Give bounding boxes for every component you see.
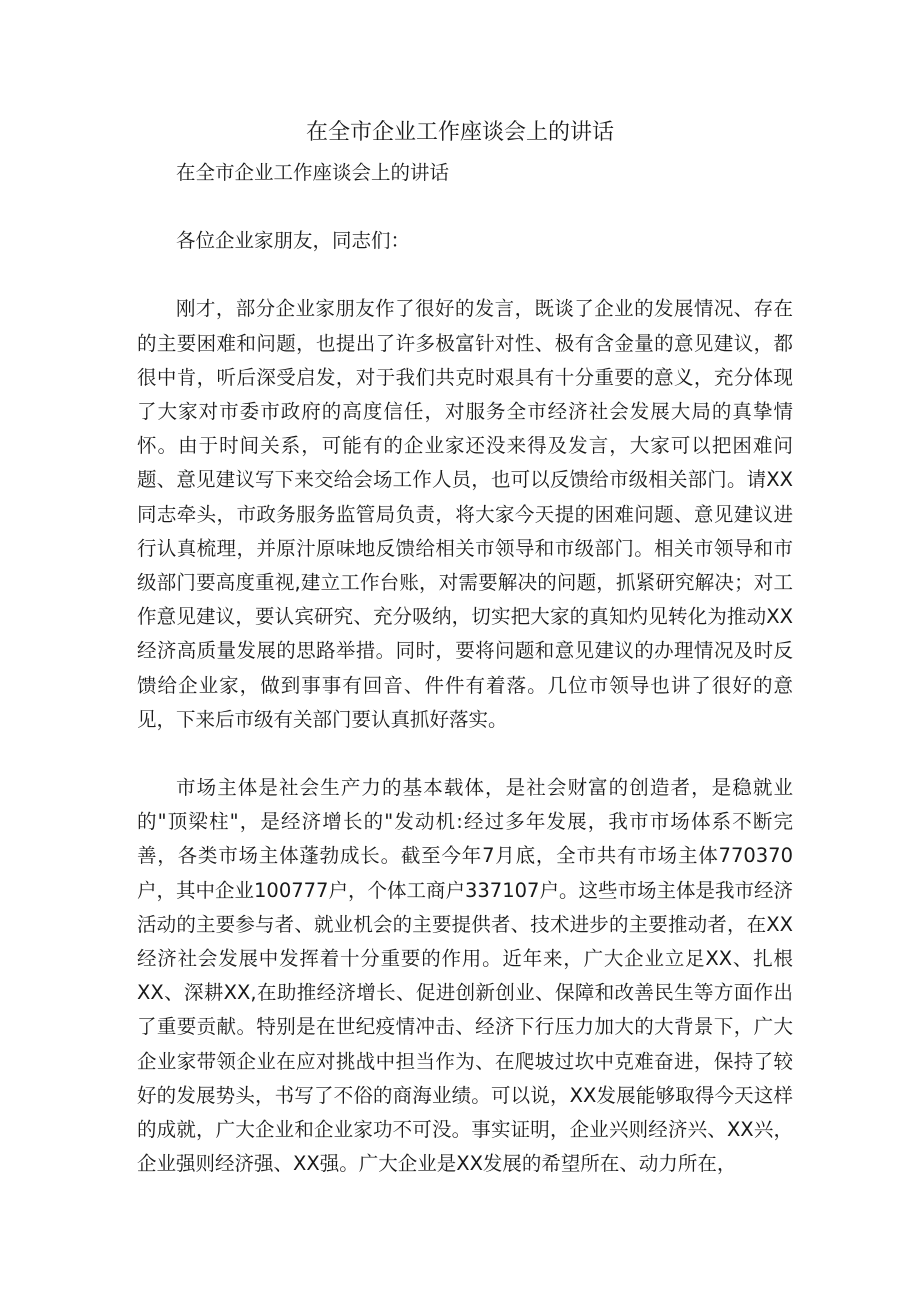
document-subtitle: 在全市企业工作座谈会上的讲话: [176, 161, 450, 184]
body-paragraph-2: 市场主体是社会生产力的基本载体，是社会财富的创造者，是稳就业的"顶梁柱"，是经济增长的"发动机:经过多年发展，我市市场体系不断完善，各类市场主体蓬勃成长。截至今年7月底，全市共有市场主体770370户，其中企业100777户，个体工商户337107户。这些市场主体是我市经济活动的主要参与者、就业机会的主要提供者、技术进步的主要推动者，在XX经济社会发展中发挥着十分重要的作用。近年来，广大企业立足XX、扎根XX、深耕XX,在助推经济增长、促进创新创业、保障和改善民生等方面作出了重要贡献。特别是在世纪疫情冲击、经济下行压力加大的大背景下，广大企业家带领企业在应对挑战中担当作为、在爬坡过坎中克难奋进，保持了较好的发展势头，书写了不俗的商海业绩。可以说，XX发展能够取得今天这样的成就，广大企业和企业家功不可没。事实证明，企业兴则经济兴、XX兴，企业强则经济强、XX强。广大企业是XX发展的希望所在、动力所在，: [137, 776, 793, 1176]
document-title: 在全市企业工作座谈会上的讲话: [305, 120, 614, 145]
greeting-line: 各位企业家朋友，同志们：: [176, 229, 411, 253]
body-paragraph-1: 刚才，部分企业家朋友作了很好的发言，既谈了企业的发展情况、存在的主要困难和问题，也提出了许多极富针对性、极有含金量的意见建议，都很中肯，听后深受启发，对于我们共克时艰具有十分重要的意义，充分体现了大家对市委市政府的高度信任，对服务全市经济社会发展大局的真挚情怀。由于时间关系，可能有的企业家还没来得及发言，大家可以把困难问题、意见建议写下来交给会场工作人员，也可以反馈给市级相关部门。请XX同志牵头，市政务服务监管局负责，将大家今天提的困难问题、意见建议进行认真梳理，并原汁原味地反馈给相关市领导和市级部门。相关市领导和市级部门要高度重视,建立工作台账，对需要解决的问题，抓紧研究解决；对工作意见建议，要认宾研究、充分吸纳，切实把大家的真知灼见转化为推动XX经济高质量发展的思路举措。同时，要将问题和意见建议的办理情况及时反馈给企业家，做到事事有回音、件件有着落。几位市领导也讲了很好的意见，下来后市级有关部门要认真抓好落实。: [137, 297, 793, 731]
document-body: [137, 156, 793, 1181]
